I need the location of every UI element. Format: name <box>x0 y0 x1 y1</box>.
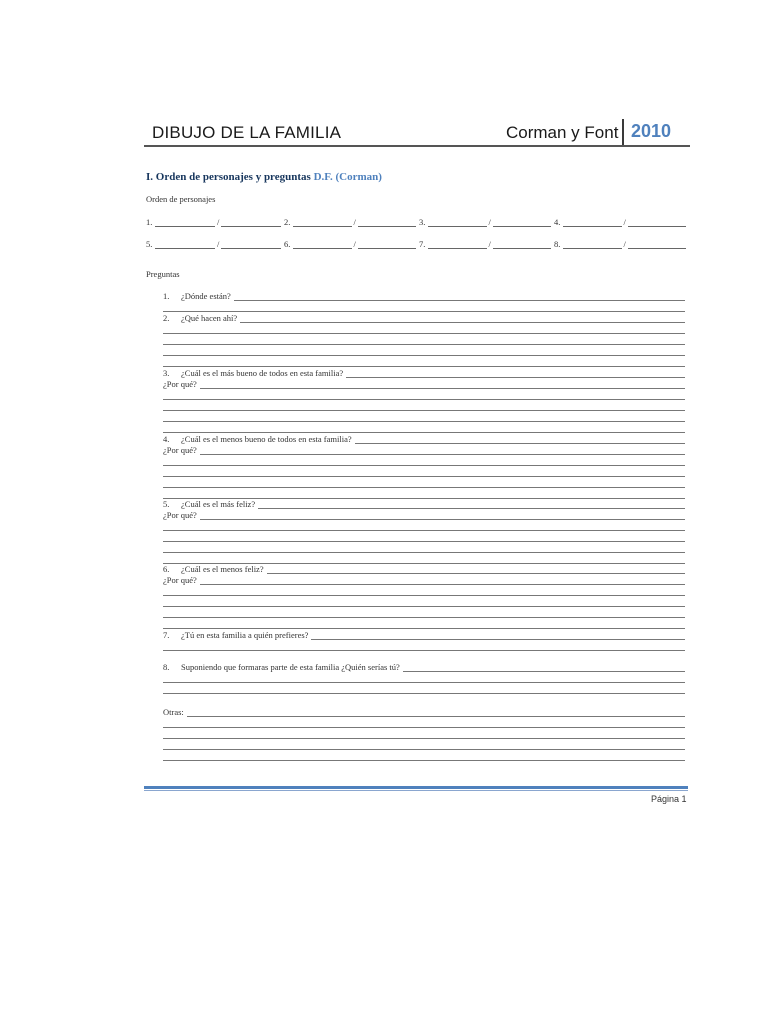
order-slash: / <box>488 217 491 227</box>
answer-line[interactable] <box>163 323 685 334</box>
order-blank[interactable] <box>428 240 486 249</box>
order-row-1 <box>146 215 686 227</box>
order-slash: / <box>217 217 220 227</box>
order-number: 8. <box>554 239 561 249</box>
order-blank[interactable] <box>563 218 621 227</box>
order-item-3[interactable] <box>416 217 551 227</box>
order-blank[interactable] <box>358 218 416 227</box>
answer-line[interactable] <box>163 728 685 739</box>
header-rule <box>144 145 690 147</box>
order-blank[interactable] <box>493 240 551 249</box>
header-divider <box>622 119 624 147</box>
answer-line[interactable] <box>163 542 685 553</box>
answer-line[interactable] <box>163 750 685 761</box>
order-blank[interactable] <box>493 218 551 227</box>
order-slash: / <box>353 217 356 227</box>
answer-line[interactable] <box>163 739 685 750</box>
order-item-6[interactable] <box>281 239 416 249</box>
section-title <box>146 171 382 183</box>
question-number: 6. <box>163 564 170 574</box>
document-author: Corman y Font <box>506 123 619 142</box>
answer-line[interactable] <box>163 672 685 683</box>
why-label: ¿Por qué? <box>163 575 197 585</box>
answer-line[interactable] <box>200 576 685 585</box>
question-text: ¿Cuál es el más bueno de todos en esta familia? <box>181 368 344 378</box>
order-slash: / <box>623 217 626 227</box>
order-blank[interactable] <box>293 240 351 249</box>
question-7 <box>163 629 685 651</box>
order-blank[interactable] <box>293 218 351 227</box>
answer-line[interactable] <box>163 334 685 345</box>
order-number: 4. <box>554 217 561 227</box>
answer-line[interactable] <box>163 618 685 629</box>
section-title-text: I. Orden de personajes y preguntas <box>146 171 314 183</box>
order-number: 2. <box>284 217 291 227</box>
order-item-4[interactable] <box>551 217 686 227</box>
answer-line[interactable] <box>200 511 685 520</box>
order-blank[interactable] <box>221 218 281 227</box>
order-blank[interactable] <box>155 218 215 227</box>
question-text: ¿Qué hacen ahí? <box>181 313 238 323</box>
answer-line[interactable] <box>163 596 685 607</box>
order-slash: / <box>217 239 220 249</box>
order-number: 6. <box>284 239 291 249</box>
question-8 <box>163 661 685 694</box>
question-1 <box>163 290 685 312</box>
answer-line[interactable] <box>163 400 685 411</box>
answer-line[interactable] <box>163 520 685 531</box>
answer-line[interactable] <box>163 607 685 618</box>
question-number: 4. <box>163 434 170 444</box>
why-label: ¿Por qué? <box>163 445 197 455</box>
order-number: 3. <box>419 217 426 227</box>
answer-line[interactable] <box>163 531 685 542</box>
order-blank[interactable] <box>428 218 486 227</box>
question-text: ¿Cuál es el menos feliz? <box>181 564 264 574</box>
answer-line[interactable] <box>267 565 685 574</box>
answer-line[interactable] <box>240 314 685 323</box>
question-text: ¿Cuál es el más feliz? <box>181 499 256 509</box>
order-number: 1. <box>146 217 153 227</box>
question-3 <box>163 367 685 433</box>
order-slash: / <box>623 239 626 249</box>
answer-line[interactable] <box>163 389 685 400</box>
answer-line[interactable] <box>163 301 685 312</box>
others-label: Otras: <box>163 707 184 717</box>
order-item-8[interactable] <box>551 239 686 249</box>
order-blank[interactable] <box>221 240 281 249</box>
footer-rule <box>144 786 688 789</box>
order-item-7[interactable] <box>416 239 551 249</box>
section-title-highlight: D.F. (Corman) <box>313 171 382 183</box>
answer-line[interactable] <box>163 422 685 433</box>
answer-line[interactable] <box>200 380 685 389</box>
order-number: 7. <box>419 239 426 249</box>
questions-label: Preguntas <box>146 269 180 279</box>
question-text: Suponiendo que formaras parte de esta familia ¿Quién serías tú? <box>181 662 400 672</box>
why-label: ¿Por qué? <box>163 510 197 520</box>
question-2 <box>163 312 685 367</box>
why-label: ¿Por qué? <box>163 379 197 389</box>
page-number: Página 1 <box>651 794 687 804</box>
question-number: 2. <box>163 313 170 323</box>
order-label: Orden de personajes <box>146 194 216 204</box>
order-item-5[interactable] <box>146 239 281 249</box>
answer-line[interactable] <box>163 640 685 651</box>
answer-line[interactable] <box>355 435 685 444</box>
question-text: ¿Dónde están? <box>181 291 231 301</box>
answer-line[interactable] <box>346 369 685 378</box>
document-year: 2010 <box>631 121 672 141</box>
question-number: 7. <box>163 630 170 640</box>
order-blank[interactable] <box>155 240 215 249</box>
answer-line[interactable] <box>163 683 685 694</box>
answer-line[interactable] <box>163 345 685 356</box>
question-6 <box>163 563 685 629</box>
answer-line[interactable] <box>163 717 685 728</box>
question-4 <box>163 433 685 499</box>
footer-rule-thin <box>144 790 688 791</box>
order-blank[interactable] <box>563 240 621 249</box>
order-slash: / <box>353 239 356 249</box>
answer-line[interactable] <box>163 411 685 422</box>
answer-line[interactable] <box>403 663 685 672</box>
answer-line[interactable] <box>311 631 685 640</box>
answer-line[interactable] <box>163 455 685 466</box>
question-number: 3. <box>163 368 170 378</box>
order-item-2[interactable] <box>281 217 416 227</box>
order-row-2 <box>146 237 686 249</box>
order-slash: / <box>488 239 491 249</box>
answer-line[interactable] <box>163 585 685 596</box>
answer-line[interactable] <box>187 708 685 717</box>
order-blank[interactable] <box>628 240 686 249</box>
order-blank[interactable] <box>358 240 416 249</box>
question-number: 1. <box>163 291 170 301</box>
question-number: 5. <box>163 499 170 509</box>
order-item-1[interactable] <box>146 217 281 227</box>
answer-line[interactable] <box>163 356 685 367</box>
answer-line[interactable] <box>163 466 685 477</box>
answer-line[interactable] <box>200 446 685 455</box>
question-number: 8. <box>163 662 170 672</box>
answer-line[interactable] <box>163 477 685 488</box>
question-text: ¿Cuál es el menos bueno de todos en esta familia? <box>181 434 352 444</box>
answer-line[interactable] <box>234 292 685 301</box>
others-block <box>163 706 685 761</box>
question-text: ¿Tú en esta familia a quién prefieres? <box>181 630 309 640</box>
answer-line[interactable] <box>258 500 685 509</box>
document-title: DIBUJO DE LA FAMILIA <box>152 123 342 142</box>
order-blank[interactable] <box>628 218 686 227</box>
order-number: 5. <box>146 239 153 249</box>
question-5 <box>163 498 685 564</box>
